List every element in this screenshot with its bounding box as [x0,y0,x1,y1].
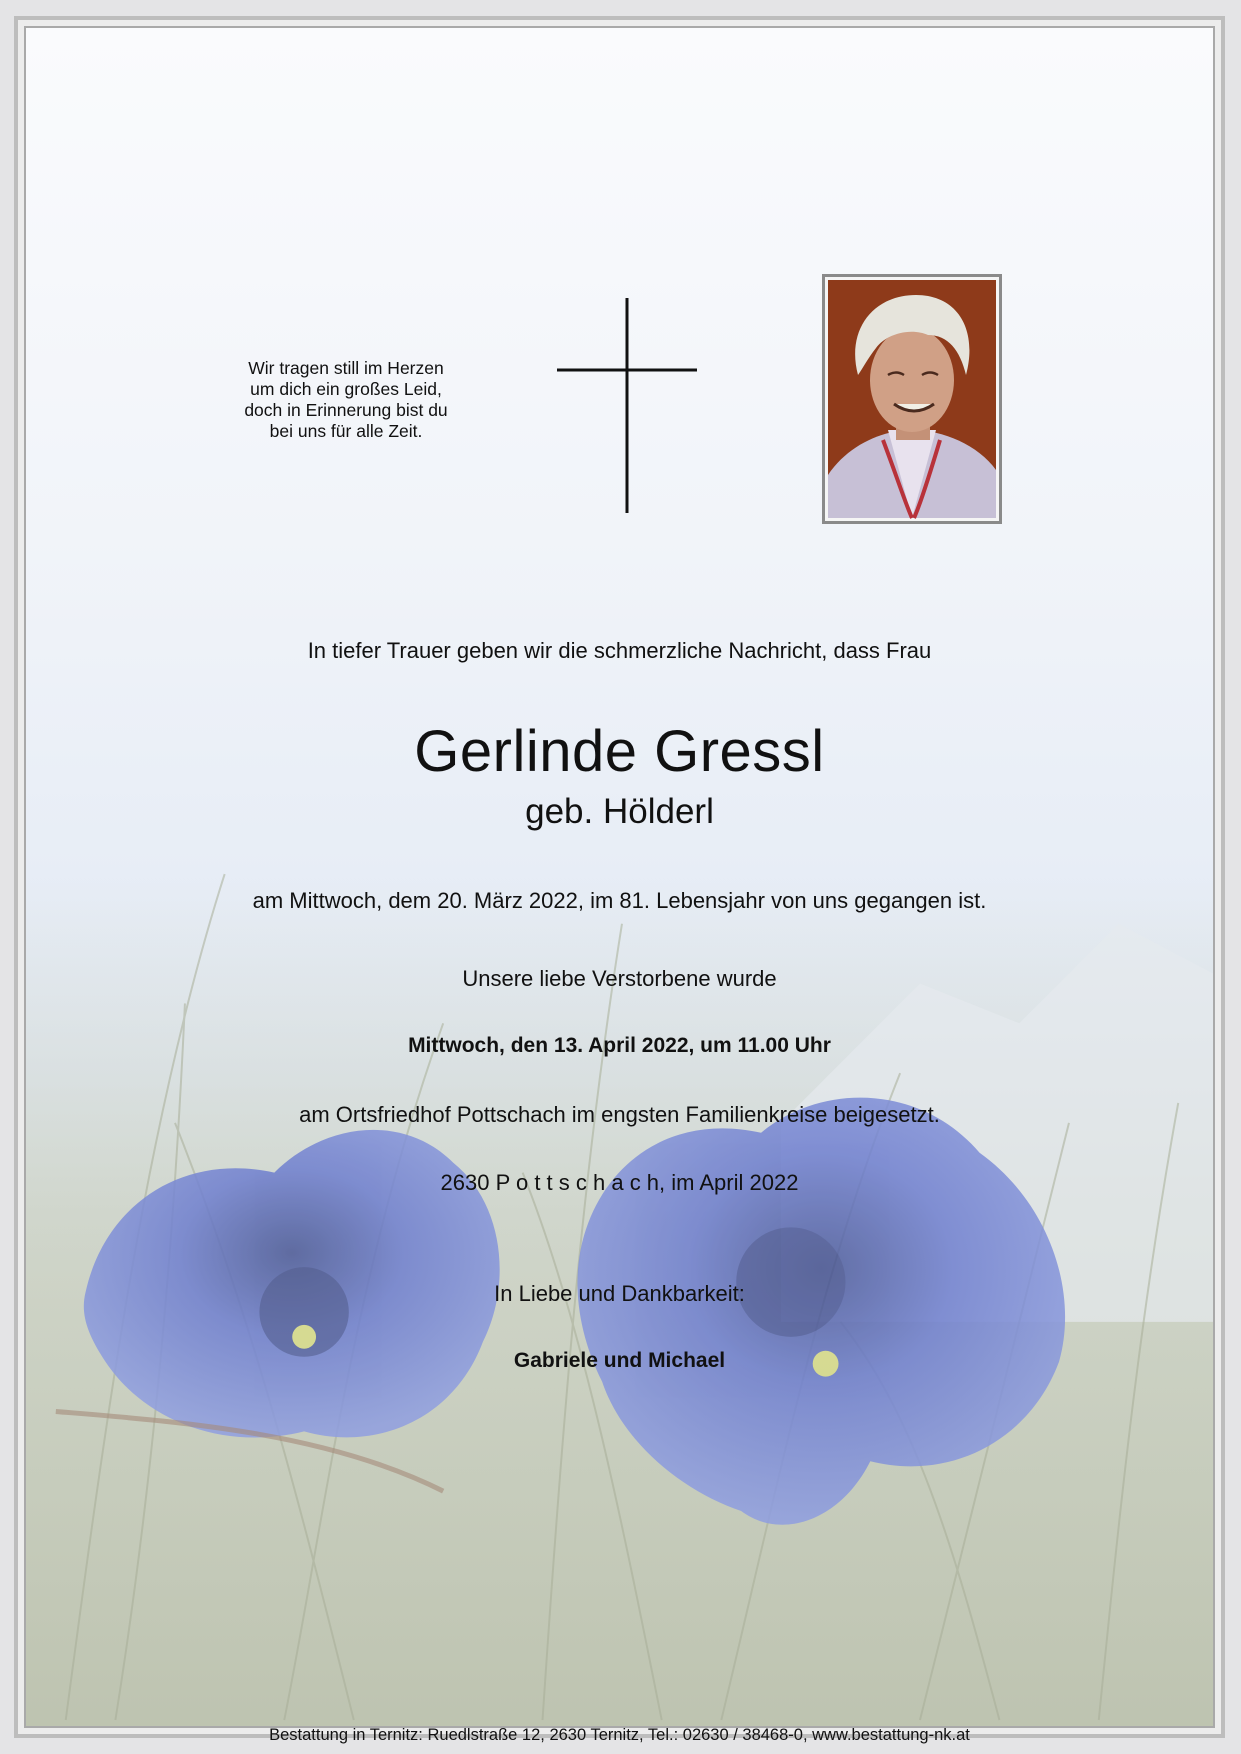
maiden-name: geb. Hölderl [525,792,714,831]
obituary-content [26,28,1213,1744]
death-date-line: am Mittwoch, dem 20. März 2022, im 81. Lebensjahr von uns gegangen ist. [252,888,987,913]
verse-line: Wir tragen still im Herzen [248,358,444,378]
funeral-home-footer: Bestattung in Ternitz: Ruedlstraße 12, 2630 Ternitz, Tel.: 02630 / 38468-0, www.bestattung-nk.at [269,1726,970,1744]
burial-date: Mittwoch, den 13. April 2022, um 11.00 Uhr [408,1034,831,1057]
deceased-name: Gerlinde Gressl [414,719,825,784]
mourners-names: Gabriele und Michael [513,1349,726,1372]
thanks-line: In Liebe und Dankbarkeit: [494,1281,745,1306]
place-and-date: 2630 P o t t s c h a c h, im April 2022 [440,1170,799,1195]
verse-line: bei uns für alle Zeit. [269,421,423,441]
cross-icon [552,288,702,518]
page-inner-frame [24,26,1215,1744]
verse-line: doch in Erinnerung bist du [244,400,448,420]
burial-intro: Unsere liebe Verstorbene wurde [462,966,777,991]
portrait-photo [822,274,1002,524]
verse-line: um dich ein großes Leid, [250,379,442,399]
burial-place: am Ortsfriedhof Pottschach im engsten Familienkreise beigesetzt. [299,1102,940,1127]
notice-intro: In tiefer Trauer geben wir die schmerzliche Nachricht, dass Frau [307,638,932,663]
portrait-image [828,280,996,518]
page-outer-frame [14,16,1225,1744]
memorial-verse [216,358,476,442]
